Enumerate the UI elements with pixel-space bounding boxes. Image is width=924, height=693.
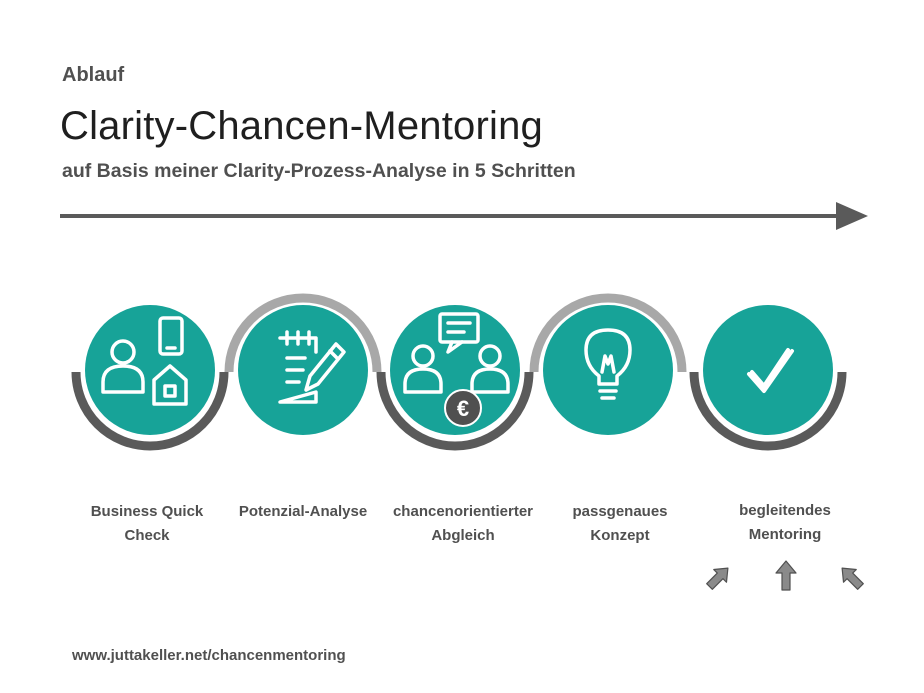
euro-symbol: € [456, 396, 470, 421]
arrow-up-right-icon [703, 562, 734, 593]
step-label-4: passgenaues Konzept [572, 503, 668, 544]
page-subtitle: auf Basis meiner Clarity-Prozess-Analyse in 5 Schritten [62, 160, 576, 182]
supertitle: Ablauf [62, 64, 125, 86]
step-circle-5 [703, 305, 833, 435]
euro-badge [445, 390, 481, 426]
step-circle-1 [85, 305, 215, 435]
step-label-3: chancenorientierter Abgleich [392, 503, 534, 544]
arrow-up-icon [776, 561, 796, 590]
step-label-1: Business Quick Check [90, 503, 204, 544]
timeline-arrow [60, 202, 868, 230]
step-label-5: begleitendes Mentoring [739, 502, 831, 543]
page-title: Clarity-Chancen-Mentoring [60, 104, 543, 148]
arrow-up-left-icon [836, 562, 867, 593]
input-arrows [703, 561, 867, 593]
footer-url: www.juttakeller.net/chancenmentoring [72, 647, 346, 664]
step-circle-4 [543, 305, 673, 435]
step-label-2: Potenzial-Analyse [238, 503, 368, 520]
